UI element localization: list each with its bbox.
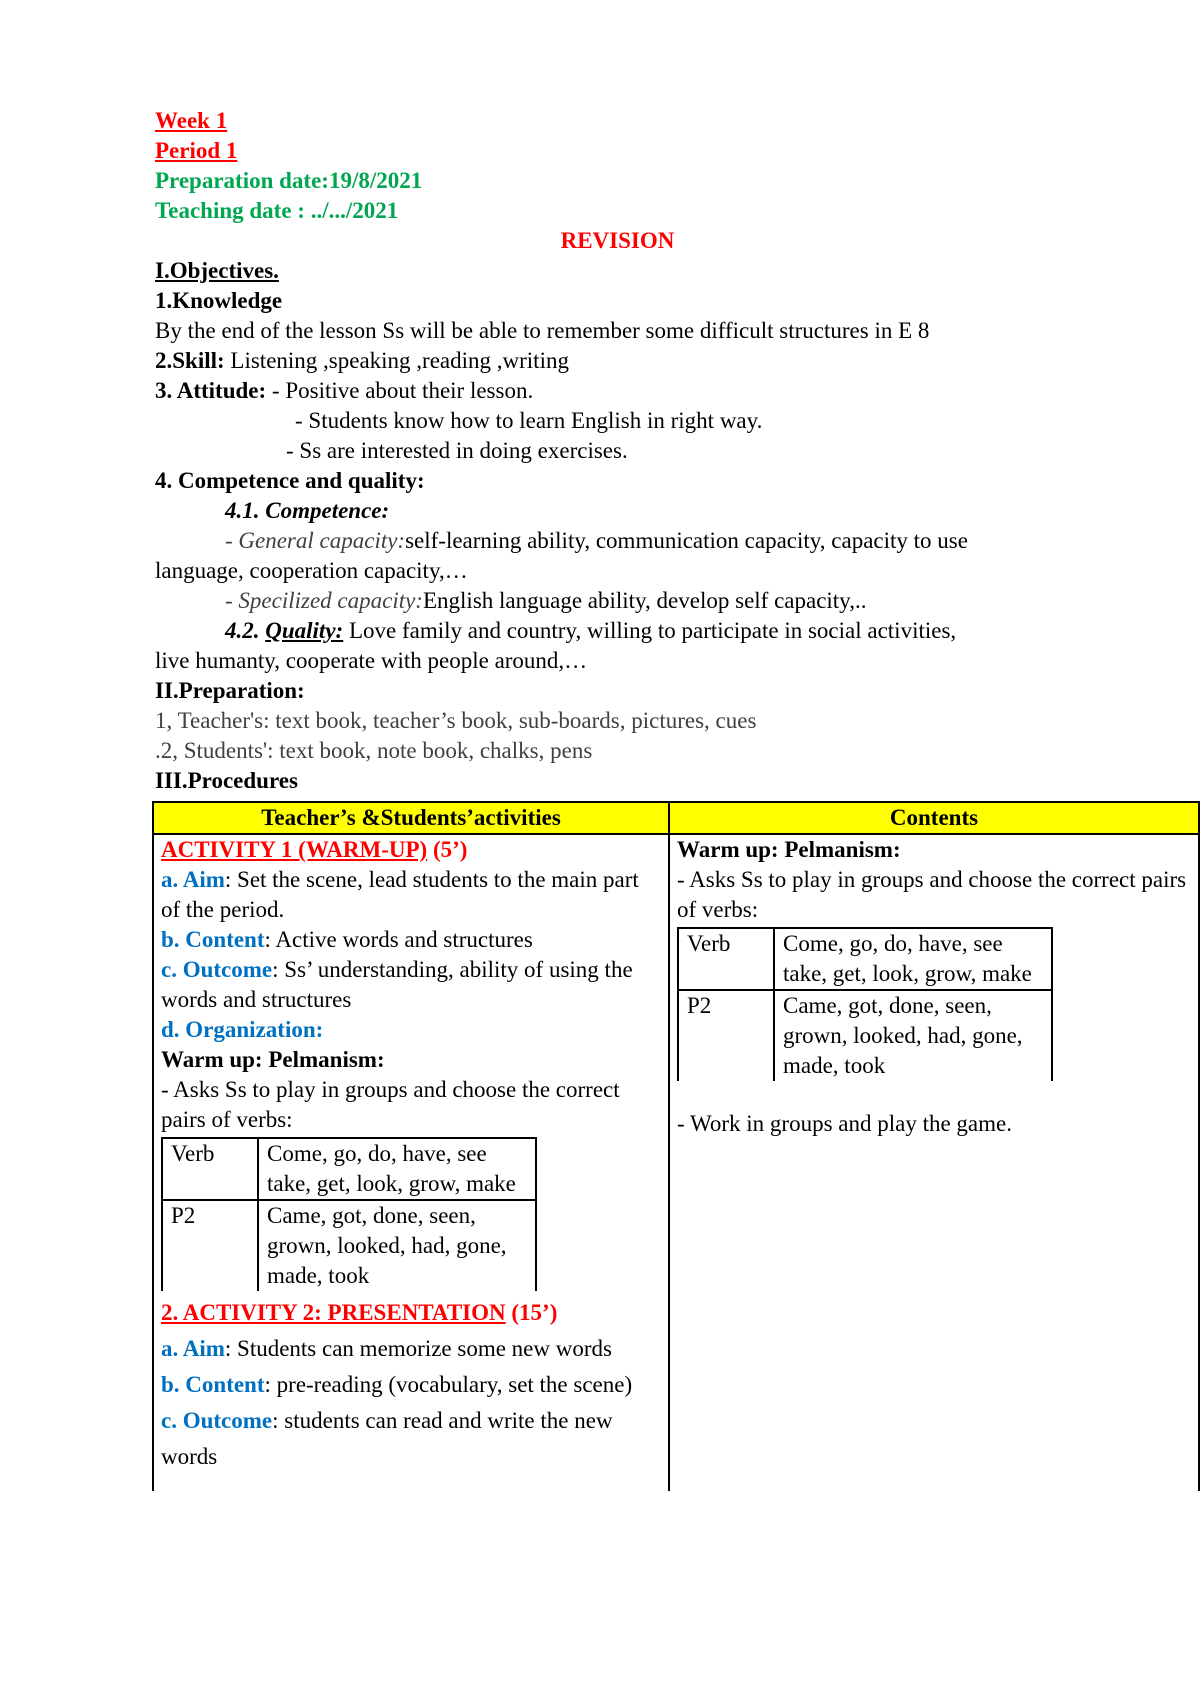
outcome2-label: c. Outcome	[161, 1408, 273, 1433]
verb-row-words: Come, go, do, have, see take, get, look, grow, make	[774, 928, 1052, 990]
quality-number: 4.2.	[225, 618, 266, 643]
right-warmup-title: Warm up: Pelmanism:	[677, 837, 901, 862]
skill-text: Listening ,speaking ,reading ,writing	[224, 348, 569, 373]
general-capacity-text-2: language, cooperation capacity,…	[155, 558, 468, 583]
verb-row-label: Verb	[162, 1138, 258, 1200]
activity2-title-line	[161, 1295, 661, 1331]
preparation-date: Preparation date:19/8/2021	[155, 168, 423, 193]
verb-row-label: Verb	[678, 928, 774, 990]
outcome-text: : Ss’ understanding, ability of using the words and structures	[161, 957, 633, 1012]
outcome2-text: : students can read and write the new words	[161, 1408, 613, 1469]
specialized-capacity-line	[155, 586, 1200, 616]
right-warmup-text: - Asks Ss to play in groups and choose the correct pairs of verbs:	[677, 867, 1187, 922]
quality-text: Love family and country, willing to participate in social activities,	[343, 618, 957, 643]
content-text: : Active words and structures	[264, 927, 533, 952]
verb-table-right	[677, 927, 1053, 1081]
p2-row-label: P2	[678, 990, 774, 1081]
aim2-text: : Students can memorize some new words	[224, 1336, 612, 1361]
aim-text: : Set the scene, lead students to the main part of the period.	[161, 867, 639, 922]
teaching-date: Teaching date : ../.../2021	[155, 198, 399, 223]
content-label: b. Content	[161, 927, 265, 952]
aim2-label: a. Aim	[161, 1336, 225, 1361]
activity1-title-line	[161, 835, 661, 865]
knowledge-text: By the end of the lesson Ss will be able to remember some difficult structures in E 8	[155, 318, 930, 343]
procedures-heading: III.Procedures	[155, 768, 298, 793]
quality-line	[155, 616, 1200, 646]
aim2-line	[161, 1331, 661, 1367]
p2-row-words: Came, got, done, seen, grown, looked, had, gone, made, took	[258, 1200, 536, 1291]
quality-label: Quality:	[265, 618, 344, 643]
general-capacity-line	[155, 526, 1200, 556]
content-line	[161, 925, 661, 955]
activity2-time: (15’)	[505, 1300, 558, 1325]
activity1-time: (5’)	[427, 837, 468, 862]
outcome-label: c. Outcome	[161, 957, 273, 982]
objectives-heading: I.Objectives.	[155, 258, 279, 283]
outcome2-line	[161, 1403, 661, 1475]
organization-label: d. Organization:	[161, 1017, 324, 1042]
contents-cell	[669, 834, 1199, 1491]
period-label: Period 1	[155, 138, 238, 163]
attitude-item-1: - Positive about their lesson.	[266, 378, 534, 403]
quality-text-2: live humanty, cooperate with people around,…	[155, 648, 588, 673]
right-work-text: - Work in groups and play the game.	[677, 1111, 1012, 1136]
activity2-title: 2. ACTIVITY 2: PRESENTATION	[161, 1300, 506, 1325]
preparation-heading: II.Preparation:	[155, 678, 305, 703]
attitude-item-3: - Ss are interested in doing exercises.	[286, 438, 628, 463]
specialized-capacity-label: - Specilized capacity:	[225, 588, 423, 613]
table-row	[678, 928, 1052, 990]
knowledge-heading: 1.Knowledge	[155, 288, 283, 313]
competence-subheading: 4.1. Competence:	[225, 498, 390, 523]
attitude-label: 3. Attitude:	[155, 378, 267, 403]
preparation-teacher: 1, Teacher's: text book, teacher’s book, sub-boards, pictures, cues	[155, 708, 757, 733]
table-row	[678, 990, 1052, 1081]
skill-line	[155, 346, 1200, 376]
verb-row-words: Come, go, do, have, see take, get, look, grow, make	[258, 1138, 536, 1200]
competence-heading: 4. Competence and quality:	[155, 468, 425, 493]
aim-label: a. Aim	[161, 867, 225, 892]
outcome-line	[161, 955, 661, 1015]
attitude-item-2: - Students know how to learn English in right way.	[295, 408, 763, 433]
general-capacity-text: self-learning ability, communication capacity, capacity to use	[405, 528, 968, 553]
verb-table-left	[161, 1137, 537, 1291]
specialized-capacity-text: English language ability, develop self capacity,..	[422, 588, 867, 613]
table-row	[162, 1200, 536, 1291]
column-header-contents: Contents	[669, 802, 1199, 834]
warmup-text: - Asks Ss to play in groups and choose the correct pairs of verbs:	[161, 1077, 620, 1132]
procedures-table	[152, 801, 1200, 1491]
activity1-title: ACTIVITY 1 (WARM-UP)	[161, 837, 428, 862]
content2-label: b. Content	[161, 1372, 265, 1397]
page-title: REVISION	[560, 228, 675, 253]
aim-line	[161, 865, 661, 925]
content2-text: : pre-reading (vocabulary, set the scene)	[264, 1372, 633, 1397]
attitude-line	[155, 376, 1200, 406]
warmup-title: Warm up: Pelmanism:	[161, 1047, 385, 1072]
column-header-activities: Teacher’s &Students’activities	[153, 802, 669, 834]
p2-row-words: Came, got, done, seen, grown, looked, had, gone, made, took	[774, 990, 1052, 1081]
preparation-students: .2, Students': text book, note book, chalks, pens	[155, 738, 593, 763]
table-row	[162, 1138, 536, 1200]
week-label: Week 1	[155, 108, 228, 133]
skill-label: 2.Skill:	[155, 348, 225, 373]
general-capacity-label: - General capacity:	[225, 528, 406, 553]
lesson-plan-page	[155, 106, 1200, 796]
p2-row-label: P2	[162, 1200, 258, 1291]
activities-cell	[153, 834, 669, 1491]
content2-line	[161, 1367, 661, 1403]
